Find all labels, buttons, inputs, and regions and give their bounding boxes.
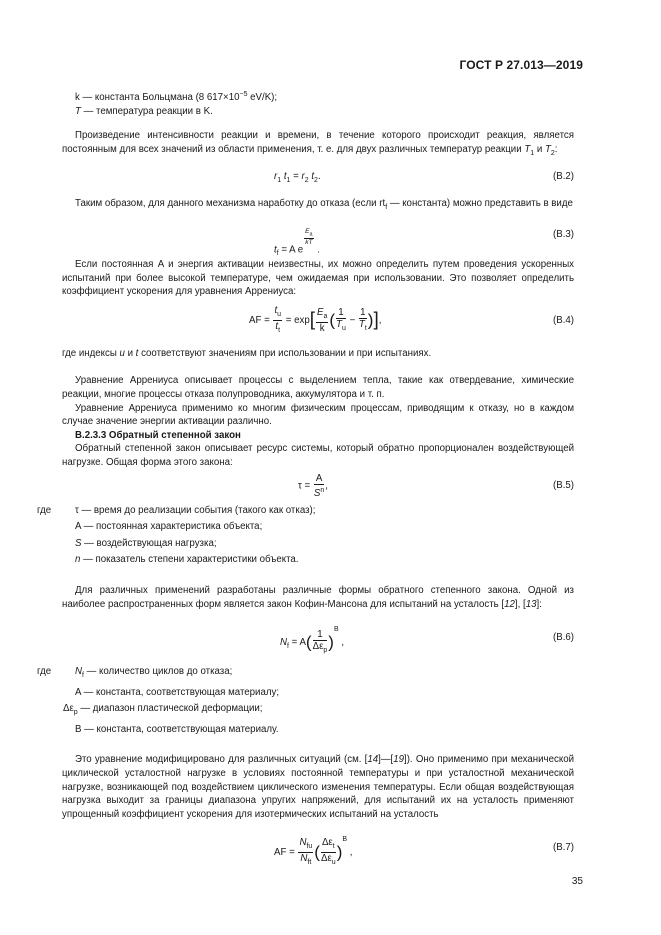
definition-text: — константа, соответствующая материалу; bbox=[80, 686, 280, 698]
symbol: T bbox=[336, 318, 342, 330]
subscript: p bbox=[323, 647, 328, 655]
punctuation: . bbox=[314, 244, 320, 256]
numerator: 1 bbox=[313, 629, 328, 641]
numerator: 1 bbox=[336, 307, 346, 319]
equation-b5 bbox=[62, 470, 574, 504]
fraction-1-tt bbox=[359, 307, 367, 334]
paragraph-arrhenius-processes: Уравнение Аррениуса описывает процессы с выделением тепла, такие как отвердевание, химические реакции, многие процессы отказа полупроводника, аккумулятора и т. п. bbox=[62, 375, 574, 401]
symbol: k bbox=[319, 322, 325, 334]
reference-14: 14 bbox=[367, 754, 379, 766]
symbol: r bbox=[274, 170, 278, 182]
equation-number: (B.3) bbox=[553, 229, 574, 241]
formula-lhs: AF bbox=[249, 314, 262, 326]
symbol: Δε bbox=[320, 853, 332, 865]
fraction-a-sn bbox=[314, 473, 324, 499]
symbol: t bbox=[135, 347, 139, 359]
where-word: где bbox=[37, 504, 52, 516]
reference-12: 12 bbox=[504, 598, 515, 610]
definition-text: — константа Больцмана (8 617×10 bbox=[79, 92, 240, 104]
subscript: 1 bbox=[277, 176, 282, 184]
definition-text: — постоянная характеристика объекта; bbox=[80, 521, 263, 533]
formula-text: = exp bbox=[283, 314, 310, 326]
subscript: p bbox=[73, 709, 78, 717]
symbol: N bbox=[299, 837, 307, 849]
where-A bbox=[62, 520, 574, 534]
formula-lhs: AF bbox=[274, 847, 287, 859]
paren-open: ( bbox=[314, 843, 320, 863]
symbol-T: T bbox=[75, 105, 81, 117]
punctuation: ]—[ bbox=[378, 754, 394, 766]
page-body bbox=[37, 88, 574, 871]
subscript: 2 bbox=[314, 176, 318, 184]
document-header: ГОСТ Р 27.013—2019 bbox=[459, 58, 583, 72]
subscript: u bbox=[341, 324, 346, 332]
punctuation: ], [ bbox=[514, 598, 526, 610]
symbol: t bbox=[275, 320, 279, 332]
equation-b3 bbox=[62, 214, 574, 258]
operator: = bbox=[286, 847, 298, 859]
symbol: E bbox=[305, 228, 310, 236]
symbol: A bbox=[75, 521, 81, 533]
fraction-ea-k bbox=[316, 307, 328, 334]
fraction-tu-tt bbox=[273, 305, 282, 336]
reference-19: 19 bbox=[393, 754, 405, 766]
formula-text: = A bbox=[288, 637, 306, 649]
definition-text: — воздействующая нагрузка; bbox=[81, 537, 217, 549]
where-S bbox=[62, 537, 574, 551]
symbol: T bbox=[544, 144, 551, 156]
paragraph-modified-equation bbox=[62, 753, 574, 821]
paragraph-arrhenius-applicable: Уравнение Аррениуса применимо ко многим физическим процессам, приводящим к отказу, но в каждом случае значение энергии активации различно. bbox=[62, 402, 574, 428]
subscript: 2 bbox=[304, 176, 309, 184]
symbol: u bbox=[119, 347, 125, 359]
symbol: N bbox=[300, 853, 308, 865]
symbol: τ bbox=[298, 480, 302, 492]
paragraph-text: Таким образом, для данного механизма наработку до отказа (если rt bbox=[75, 197, 386, 209]
equation-number: (B.4) bbox=[553, 314, 574, 326]
paren-close: ) bbox=[336, 843, 343, 863]
symbol: t bbox=[274, 244, 277, 256]
bracket-close: ] bbox=[373, 309, 379, 331]
paren-open: ( bbox=[305, 632, 312, 652]
subscript: 1 bbox=[530, 149, 535, 157]
subscript: t bbox=[364, 324, 367, 332]
paragraph-text: Это уравнение модифицировано для различных ситуаций (см. [ bbox=[75, 754, 368, 766]
subscript: a bbox=[309, 231, 313, 238]
symbol: E bbox=[317, 306, 324, 318]
superscript: B bbox=[342, 836, 348, 844]
paragraph-mechanism bbox=[62, 197, 574, 215]
where-Nf bbox=[37, 665, 574, 683]
symbol: n bbox=[75, 554, 81, 566]
formula bbox=[274, 170, 321, 188]
where-tau bbox=[37, 504, 574, 518]
subscript: a bbox=[323, 312, 328, 320]
definition-text: — время до реализации события (такого как отказ); bbox=[78, 504, 316, 516]
where-word: где bbox=[37, 666, 52, 678]
exponent-fraction bbox=[304, 228, 313, 247]
operator: = bbox=[290, 170, 302, 182]
punctuation: , bbox=[378, 314, 382, 326]
paragraph-text: ]). Оно применимо при механической циклической усталостной нагрузке в условиях постоянной температуры и при усталостной механической нагрузке, возникающей под воздействием циклического изменения температуры. Если общая воздействующая нагрузка выходит за границы диапазона упругих напряжений, для испытаний их на усталость применяют упрощенный коэффициент ускорения для изотермических испытаний на усталость bbox=[62, 754, 574, 820]
equation-number: (B.6) bbox=[553, 632, 574, 644]
symbol: kT bbox=[305, 239, 313, 247]
definition-k bbox=[62, 88, 574, 105]
operator: − bbox=[346, 314, 358, 326]
paragraph-power-law: Обратный степенной закон описывает ресурс системы, который обратно пропорционален воздействующей нагрузке. Общая форма этого закона: bbox=[62, 443, 574, 469]
numerator: A bbox=[315, 472, 323, 484]
equation-b6 bbox=[62, 611, 574, 665]
formula bbox=[298, 473, 328, 499]
superscript: B bbox=[333, 626, 339, 634]
unit: eV/K); bbox=[247, 92, 278, 104]
fraction-delta-t-u bbox=[321, 837, 336, 868]
reference-13: 13 bbox=[525, 598, 537, 610]
symbol: S bbox=[313, 487, 321, 499]
symbol: t bbox=[274, 304, 278, 316]
where-A2 bbox=[62, 686, 574, 700]
punctuation: ]: bbox=[536, 598, 542, 610]
formula bbox=[280, 623, 344, 656]
fraction-1-tu bbox=[336, 307, 346, 334]
symbol: N bbox=[75, 666, 82, 678]
superscript: n bbox=[320, 486, 325, 494]
paragraph-text: соответствуют значениям при использовании и при испытаниях. bbox=[138, 347, 432, 359]
formula bbox=[249, 305, 381, 336]
operator: = bbox=[261, 314, 273, 326]
equation-b2 bbox=[62, 161, 574, 191]
fraction-nfu-nft bbox=[298, 837, 313, 868]
subscript: f bbox=[82, 672, 84, 680]
symbol: T bbox=[358, 318, 365, 330]
fraction-1-delta bbox=[313, 629, 328, 656]
conjunction: и bbox=[534, 144, 545, 156]
paren-close: ) bbox=[328, 632, 334, 652]
paragraph-coffin-manson bbox=[62, 584, 574, 611]
definition-text: — показатель степени характеристики объекта. bbox=[80, 554, 299, 566]
symbol: Δε bbox=[63, 703, 74, 715]
symbol: S bbox=[75, 537, 82, 549]
symbol-k: k bbox=[75, 92, 80, 104]
symbol: T bbox=[524, 144, 531, 156]
paren-close: ) bbox=[367, 310, 374, 330]
paragraph-text: и bbox=[124, 347, 136, 359]
symbol: t bbox=[283, 170, 287, 182]
exponent: −5 bbox=[239, 91, 248, 98]
symbol: Δε bbox=[321, 837, 333, 849]
where-list-b6 bbox=[37, 665, 574, 736]
equation-number: (B.7) bbox=[553, 842, 574, 854]
paragraph-text: где индексы bbox=[62, 347, 120, 359]
subscript: ft bbox=[307, 859, 312, 867]
symbol: N bbox=[280, 637, 287, 649]
subscript: f bbox=[276, 250, 279, 258]
paragraph-text: Для различных применений разработаны различные формы обратного степенного закона. Одной из наиболее распространенных форм является закон Кофин-Мансона для испытаний на усталость [ bbox=[62, 584, 574, 610]
paragraph-unknown-constants: Если постоянная A и энергия активации неизвестны, их можно определить путем проведения ускоренных испытаний при более высокой температуре, чем ожидаемая при использовании. Это позволяет определить коэффициент ускорения для уравнения Аррениуса: bbox=[62, 259, 574, 298]
where-list-b5 bbox=[37, 504, 574, 567]
paragraph-product-constant bbox=[62, 129, 574, 160]
where-delta-ep bbox=[62, 702, 574, 720]
symbol: B bbox=[75, 723, 82, 735]
symbol: A bbox=[75, 686, 81, 698]
paren-open: ( bbox=[329, 310, 336, 330]
equation-number: (B.5) bbox=[553, 479, 574, 491]
subscript: u bbox=[277, 310, 282, 318]
subscript: f bbox=[287, 643, 289, 651]
subscript: f bbox=[385, 203, 388, 211]
punctuation: , bbox=[325, 480, 328, 492]
symbol: τ bbox=[75, 504, 79, 516]
paragraph-text: Произведение интенсивности реакции и времени, в течение которого происходит реакция, является постоянным для всех значений из области применения, т. е. для двух различных температур реакции bbox=[62, 130, 574, 156]
symbol: t bbox=[311, 170, 315, 182]
numerator: 1 bbox=[360, 306, 366, 318]
equation-b4 bbox=[62, 299, 574, 347]
definition-text: — температура реакции в K. bbox=[80, 105, 213, 117]
subscript: fu bbox=[306, 843, 313, 851]
page-number: 35 bbox=[571, 876, 583, 887]
definition-text: — константа, соответствующая материалу. bbox=[81, 723, 279, 735]
subscript: t bbox=[332, 843, 335, 851]
section-heading: B.2.3.3 Обратный степенной закон bbox=[75, 429, 241, 441]
punctuation: : bbox=[554, 144, 558, 156]
paragraph-text: — константа) можно представить в виде bbox=[387, 197, 573, 209]
definition-T bbox=[62, 105, 574, 119]
where-B bbox=[62, 723, 574, 737]
bracket-open: [ bbox=[309, 309, 315, 331]
symbol: Δε bbox=[312, 641, 324, 653]
where-n bbox=[62, 553, 574, 567]
punctuation: , bbox=[338, 637, 345, 649]
paragraph-indices bbox=[62, 347, 574, 361]
equation-b7 bbox=[62, 821, 574, 871]
formula bbox=[274, 833, 352, 868]
subscript: 1 bbox=[286, 176, 291, 184]
definition-text: — количество циклов до отказа; bbox=[83, 666, 233, 678]
definition-text: — диапазон пластической деформации; bbox=[77, 703, 263, 715]
subscript: t bbox=[278, 326, 281, 334]
operator: = bbox=[301, 480, 313, 492]
punctuation: , bbox=[347, 847, 353, 859]
subscript: 2 bbox=[550, 149, 555, 157]
subscript: u bbox=[331, 859, 336, 867]
symbol: r bbox=[301, 170, 305, 182]
formula bbox=[274, 228, 320, 261]
equation-number: (B.2) bbox=[553, 170, 574, 182]
formula-text: = A e bbox=[278, 244, 304, 256]
punctuation: . bbox=[317, 170, 321, 182]
